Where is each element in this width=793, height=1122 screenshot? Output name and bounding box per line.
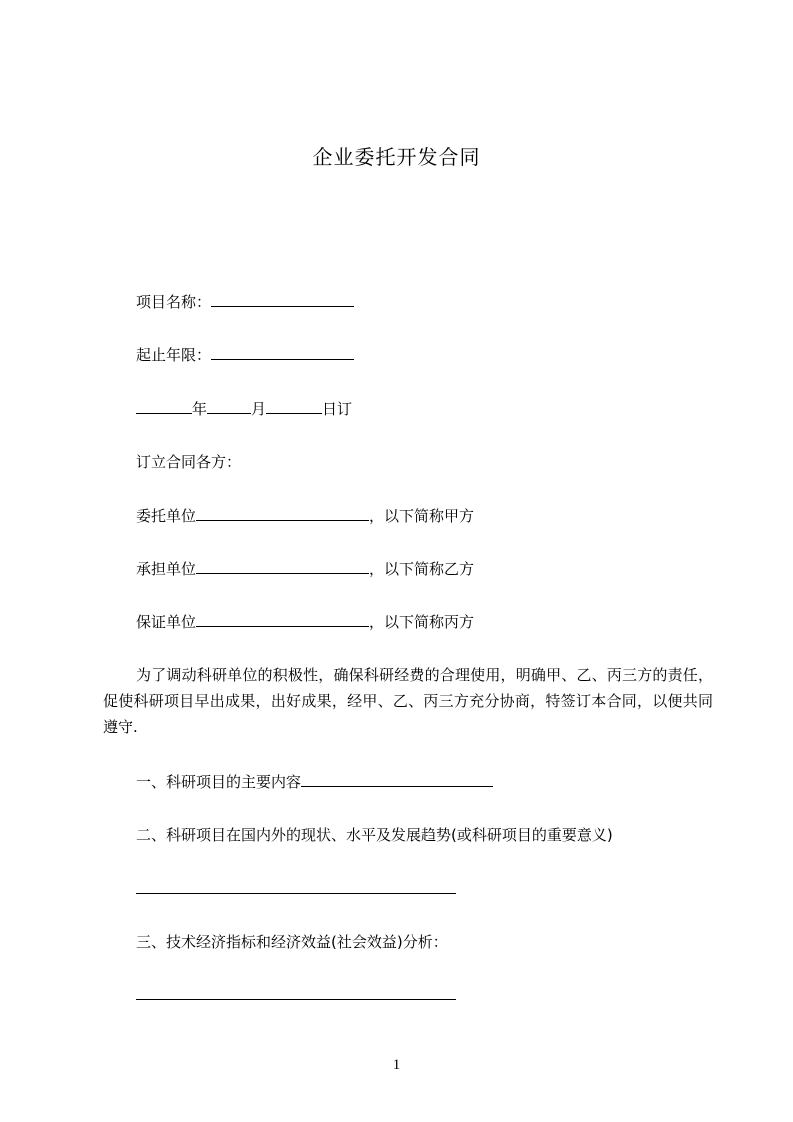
undertake-suffix: ，以下简称乙方 <box>369 560 475 578</box>
section-3-answer-line <box>136 999 456 1000</box>
party-entrust <box>136 504 474 527</box>
section-2-answer-line <box>136 893 456 894</box>
period-blank <box>211 343 354 360</box>
parties-heading: 订立合同各方： <box>136 453 242 471</box>
party-undertake <box>136 557 474 580</box>
guarantee-blank <box>196 610 369 627</box>
party-guarantee <box>136 610 474 633</box>
project-name-label: 项目名称： <box>136 293 212 311</box>
day-label: 日订 <box>322 400 353 418</box>
entrust-label: 委托单位 <box>136 507 197 525</box>
section-2-heading: 二、科研项目在国内外的现状、水平及发展趋势(或科研项目的重要意义) <box>136 826 613 844</box>
guarantee-suffix: ，以下简称丙方 <box>369 613 475 631</box>
document-title: 企业委托开发合同 <box>312 145 481 169</box>
undertake-label: 承担单位 <box>136 560 197 578</box>
section-3-heading: 三、技术经济指标和经济效益(社会效益)分析： <box>136 933 448 951</box>
date-field <box>136 397 352 420</box>
section-1-blank <box>301 770 493 787</box>
project-name-field <box>136 290 354 313</box>
section-1-heading: 一、科研项目的主要内容 <box>136 773 302 791</box>
entrust-suffix: ，以下简称甲方 <box>369 507 475 525</box>
guarantee-label: 保证单位 <box>136 613 197 631</box>
year-blank <box>136 397 192 414</box>
month-label: 月 <box>251 400 267 418</box>
page-number: 1 <box>392 1057 401 1073</box>
entrust-blank <box>196 504 369 521</box>
day-blank <box>266 397 322 414</box>
undertake-blank <box>196 557 369 574</box>
project-name-blank <box>211 290 354 307</box>
preamble-paragraph: 为了调动科研单位的积极性，确保科研经费的合理使用，明确甲、乙、丙三方的责任，促使科研项目早出成果，出好成果，经甲、乙、丙三方充分协商，特签订本合同，以便共同遵守. <box>103 666 713 736</box>
section-1 <box>136 770 493 793</box>
year-label: 年 <box>192 400 208 418</box>
period-field <box>136 343 354 366</box>
period-label: 起止年限： <box>136 346 212 364</box>
month-blank <box>207 397 251 414</box>
